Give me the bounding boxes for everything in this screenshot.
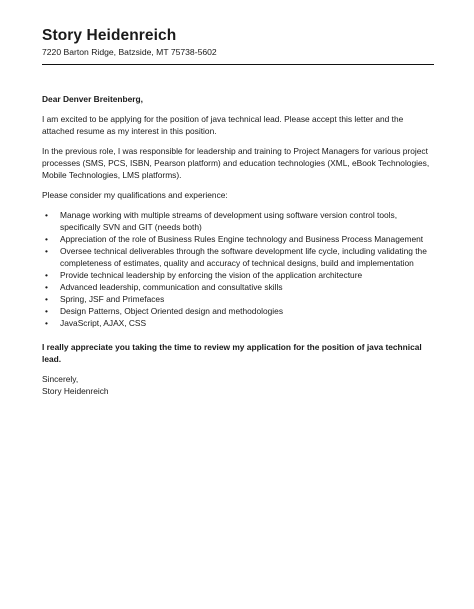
bullet-icon: • (45, 234, 48, 244)
list-item-text: JavaScript, AJAX, CSS (60, 318, 147, 328)
list-item-text: Appreciation of the role of Business Rules Engine technology and Business Process Management (60, 234, 424, 244)
list-item (42, 209, 434, 233)
bullet-icon: • (45, 270, 48, 280)
list-item (42, 245, 434, 269)
applicant-address: 7220 Barton Ridge, Batzside, MT 75738-5602 (42, 47, 217, 57)
signature-name: Story Heidenreich (42, 386, 109, 396)
list-item (42, 269, 434, 281)
list-item-text: Advanced leadership, communication and consultative skills (60, 282, 283, 292)
qualifications-intro: Please consider my qualifications and experience: (42, 190, 228, 200)
list-item-text: Oversee technical deliverables through the software development life cycle, including validating the completeness of estimates, quality and accuracy of technical designs, build and implementation (60, 246, 427, 268)
letter-body (42, 93, 434, 397)
header-divider (42, 64, 434, 65)
list-item (42, 305, 434, 317)
applicant-name: Story Heidenreich (42, 27, 177, 44)
bullet-icon: • (45, 318, 48, 328)
list-item-text: Manage working with multiple streams of development using software version control tools, specifically SVN and GIT (needs both) (60, 210, 398, 232)
qualifications-list (42, 209, 434, 329)
experience-paragraph: In the previous role, I was responsible for leadership and training to Project Managers for various project processes (SMS, PCS, ISBN, Pearson platform) and education technologies (XML, eBook Technologies, Mobile Technologies, LMS platforms). (42, 146, 430, 180)
bullet-icon: • (45, 294, 48, 304)
list-item (42, 317, 434, 329)
closing-statement: I really appreciate you taking the time to review my application for the position of java technical lead. (42, 342, 422, 364)
list-item-text: Design Patterns, Object Oriented design and methodologies (60, 306, 284, 316)
list-item-text: Provide technical leadership by enforcing the vision of the application architecture (60, 270, 363, 280)
list-item-text: Spring, JSF and Primefaces (60, 294, 165, 304)
valediction: Sincerely, (42, 374, 79, 384)
bullet-icon: • (45, 210, 48, 220)
intro-paragraph: I am excited to be applying for the position of java technical lead. Please accept this letter and the attached resume as my interest in this position. (42, 114, 404, 136)
bullet-icon: • (45, 306, 48, 316)
bullet-icon: • (45, 282, 48, 292)
list-item (42, 281, 434, 293)
salutation: Dear Denver Breitenberg, (42, 94, 144, 104)
list-item (42, 293, 434, 305)
list-item (42, 233, 434, 245)
bullet-icon: • (45, 246, 48, 256)
